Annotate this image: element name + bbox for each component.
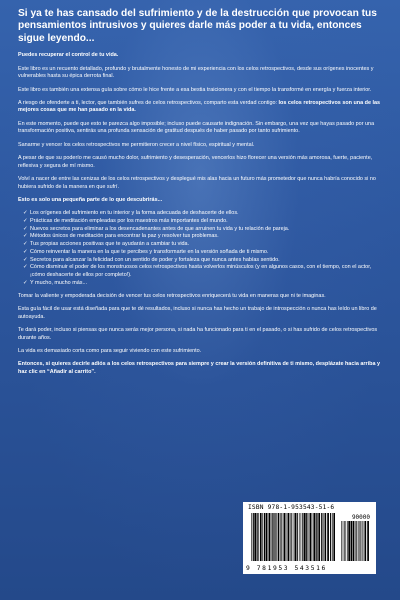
- barcode-bar: [278, 513, 280, 561]
- barcode-bar: [341, 521, 342, 561]
- barcode-bar: [301, 513, 302, 561]
- barcode-bar: [294, 513, 296, 561]
- barcode-bar: [275, 513, 276, 561]
- list-item-text: Tus propias acciones positivas que te ayudarán a cambiar tu vida.: [30, 241, 190, 248]
- barcode-bar: [258, 513, 259, 561]
- list-item: [23, 233, 384, 241]
- barcode-bar: [299, 513, 300, 561]
- barcode-bar: [344, 521, 345, 561]
- check-bullet-icon: ✓: [23, 233, 28, 240]
- list-item-text: Nuevos secretos para eliminar a los desencadenantes antes de que arruinen tu vida y tu relación de pareja.: [30, 225, 290, 232]
- list-item: [23, 264, 384, 279]
- check-bullet-icon: ✓: [23, 217, 28, 224]
- paragraph-3-emphasis: los celos retrospectivos son una de las mejores cosas que me han pasado en la vida.: [18, 99, 381, 114]
- list-item-text: Métodos únicos de meditación para encontrar la paz y resolver tus problemas.: [30, 233, 219, 240]
- headline: Si ya te has cansado del sufrimiento y de la destrucción que provocan tus pensamientos intrusivos y quieres darle más poder a tu vida, entonces sigue leyendo...: [18, 8, 377, 44]
- barcode-bar: [272, 513, 273, 561]
- barcode-bar: [254, 513, 256, 561]
- benefits-list: [18, 210, 384, 287]
- barcode-bar: [347, 521, 348, 561]
- barcode-bar: [283, 513, 284, 561]
- barcode-bar: [284, 513, 286, 561]
- barcode-bar: [293, 513, 294, 561]
- barcode-bar: [327, 513, 329, 561]
- barcode-bar: [362, 521, 363, 561]
- barcode-bar: [332, 513, 333, 561]
- check-bullet-icon: ✓: [23, 279, 28, 286]
- paragraph-10: Te dará poder, incluso si piensas que nunca serás mejor persona, si nada ha funcionado para ti en el pasado, o si has sufrido de celos retrospectivos durante años.: [18, 327, 378, 341]
- barcode-bar: [257, 513, 258, 561]
- isbn-label: ISBN 978-1-953543-51-6: [248, 504, 335, 511]
- barcode-bar: [321, 513, 322, 561]
- barcode-bar: [251, 513, 252, 561]
- barcode-bar: [358, 521, 359, 561]
- barcode-bar: [297, 513, 298, 561]
- barcode-bar: [260, 513, 262, 561]
- barcode-bar: [306, 513, 307, 561]
- list-item: [23, 210, 384, 218]
- barcode-bar: [346, 521, 347, 561]
- barcode-bar: [287, 513, 288, 561]
- list-item: [23, 226, 384, 234]
- isbn-barcode: [243, 502, 376, 574]
- paragraph-3-text: A riesgo de ofenderte a ti, lector, que también sufres de celos retrospectivos, comparto esta verdad contigo:: [18, 99, 279, 106]
- paragraph-3: [18, 100, 384, 115]
- barcode-bar: [367, 521, 369, 561]
- barcode-bar: [264, 513, 266, 561]
- barcode-bar: [364, 521, 366, 561]
- barcode-bar: [356, 521, 357, 561]
- barcode-bar: [269, 513, 271, 561]
- barcode-bar: [363, 521, 364, 561]
- barcode-bar: [330, 513, 331, 561]
- list-item: [23, 218, 384, 226]
- barcode-bar: [318, 513, 320, 561]
- barcode-bar: [268, 513, 269, 561]
- barcode-bar: [302, 513, 303, 561]
- check-bullet-icon: ✓: [23, 225, 28, 232]
- closing-call-to-action: Entonces, si quieres decirle adiós a los celos retrospectivos para siempre y crear la versión definitiva de ti mismo, desplázate hacia arriba y haz clic en “Añadir al carrito”.: [18, 361, 381, 376]
- list-item: [23, 257, 384, 265]
- barcode-bar: [324, 513, 325, 561]
- list-heading: Esto es solo una pequeña parte de lo que descubrirás...: [18, 196, 163, 203]
- list-item: [23, 249, 384, 257]
- barcode-bar: [325, 513, 326, 561]
- barcode-bar: [274, 513, 275, 561]
- barcode-bar: [273, 513, 274, 561]
- list-item-text: Y mucho, mucho más...: [30, 279, 88, 286]
- ean-digits: 9 781953 543516: [246, 565, 327, 572]
- barcode-bar: [253, 513, 254, 561]
- paragraph-1: Este libro es un recuento detallado, profundo y brutalmente honesto de mi experiencia con los celos retrospectivos, desde sus orígenes inocentes y vulnerables hasta su épica derrota final.: [18, 65, 374, 80]
- barcode-bar: [317, 513, 318, 561]
- barcode-bar: [310, 513, 312, 561]
- barcode-bar: [333, 513, 335, 561]
- paragraph-4: En este momento, puede que esto te parezca algo imposible; incluso puede causarte indignación. Sin embargo, una vez que hayas pasado por una transformación positiva, sentirás una profunda sensación de gratitud después de haber pasado por tanto sufrimiento.: [18, 120, 375, 135]
- list-item-text: Los orígenes del sufrimiento en tu interior y la forma adecuada de deshacerte de ellos.: [30, 210, 239, 217]
- list-item-text: Prácticas de meditación empleadas por los maestros más importantes del mundo.: [30, 217, 228, 224]
- check-bullet-icon: ✓: [23, 256, 28, 263]
- paragraph-7: Volví a nacer de entre las cenizas de los celos retrospectivos y desplegué mis alas hacia un futuro más prometedor que nunca habría conocido si no hubiera sufrido de la manera en que sufrí.: [18, 175, 376, 190]
- barcode-bar: [262, 513, 263, 561]
- paragraph-9: Esta guía fácil de usar está diseñada para que te dé resultados, incluso si nunca has hecho un trabajo de introspección o nunca has leído un libro de autoayuda.: [18, 306, 377, 320]
- subheading: Puedes recuperar el control de tu vida.: [18, 52, 119, 59]
- barcode-bar: [288, 513, 290, 561]
- paragraph-8: Tomar la valiente y empoderada decisión de vencer tus celos retrospectivos enriquecerá tu vida en maneras que ni te imaginas.: [18, 292, 326, 299]
- barcode-bar: [359, 521, 360, 561]
- list-item: [23, 241, 384, 249]
- check-bullet-icon: ✓: [23, 210, 28, 217]
- barcode-bar: [348, 521, 350, 561]
- list-item-text: Cómo disminuir el poder de los monstruosos celos retrospectivos hasta volverlos minúsculos (y en algunos casos, con el tiempo, con el actor, ¡cómo deshacerte de ellos por completo!).: [30, 264, 372, 278]
- barcode-bar: [353, 521, 355, 561]
- check-bullet-icon: ✓: [23, 248, 28, 255]
- price-code: 90000: [351, 514, 370, 521]
- check-bullet-icon: ✓: [23, 241, 28, 248]
- paragraph-11: La vida es demasiado corta como para seguir viviendo con este sufrimiento.: [18, 348, 202, 355]
- paragraph-5: Sanarme y vencer los celos retrospectivos me permitieron crecer a nivel físico, espiritual y mental.: [18, 141, 255, 148]
- barcode-bar: [266, 513, 267, 561]
- paragraph-6: A pesar de que su poderío me causó mucho dolor, sufrimiento y desesperación, vencerlos hizo florecer una versión más amorosa, fuerte, paciente, reflexiva y segura de mí mismo.: [18, 154, 373, 169]
- barcode-bar: [316, 513, 317, 561]
- paragraph-2: Este libro es también una extensa guía sobre cómo le hice frente a esa bestia traicionera y con el tiempo la transformé en energía y fuerza interior.: [18, 86, 372, 93]
- barcode-bar: [343, 521, 344, 561]
- barcode-bar: [280, 513, 281, 561]
- barcode-bar: [323, 513, 324, 561]
- barcode-bar: [291, 513, 292, 561]
- ean-barcode-bars: [251, 513, 335, 561]
- barcode-bar: [360, 521, 361, 561]
- barcode-bar: [308, 513, 309, 561]
- barcode-bar: [312, 513, 313, 561]
- barcode-bar: [313, 513, 315, 561]
- barcode-bar: [304, 513, 306, 561]
- check-bullet-icon: ✓: [23, 264, 28, 271]
- list-item-text: Cómo reinventar la manera en la que te percibes y transformarte en la versión soñada de ti mismo.: [30, 248, 269, 255]
- addon-barcode-bars: [341, 521, 371, 561]
- list-item: [23, 280, 384, 288]
- barcode-bar: [351, 521, 353, 561]
- list-item-text: Secretos para alcanzar la felicidad con un sentido de poder y fortaleza que nunca antes habías sentido.: [30, 256, 280, 263]
